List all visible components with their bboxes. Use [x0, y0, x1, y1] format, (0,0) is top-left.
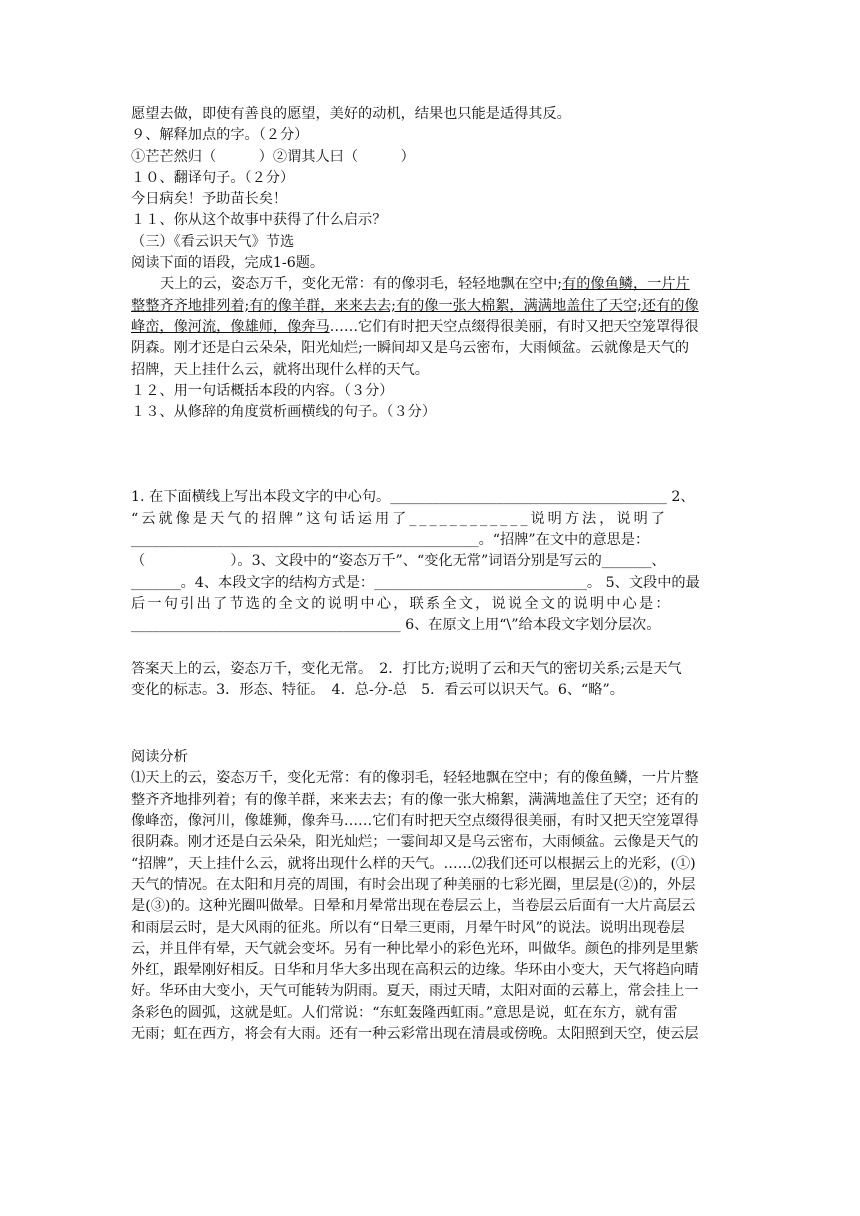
- question-9-items: ①芒芒然归（ ）②谓其人曰（ ）: [131, 148, 415, 165]
- passage-line: [131, 296, 731, 317]
- analysis-block: [131, 747, 731, 1045]
- analysis-line: 像峰峦，像河川，像雄狮，像奔马……它们有时把天空点缀得很美丽，有时又把天空笼罩得: [131, 813, 699, 830]
- question-10: １０、翻译句子。（２分）: [131, 169, 295, 186]
- exercise-line: ______________________________________ 6、在原文上用“\”给本段文字划分层次。: [131, 617, 661, 634]
- question-11: １１、你从这个故事中获得了什么启示？: [131, 212, 387, 229]
- analysis-line: 和雨层云时，是大风雨的征兆。所以有“日晕三更雨，月晕午时风”的说法。说明出现卷层: [131, 919, 685, 936]
- exercise-line: （ ）。3、文段中的“姿态万千”、“变化无常”词语分别是写云的_______、: [131, 553, 666, 570]
- answer-line: 答案天上的云，姿态万千，变化无常。 2．打比方;说明了云和天气的密切关系;云是天气: [131, 660, 682, 677]
- underlined-text: 有的像鱼鳞，一片片: [562, 276, 690, 293]
- analysis-line: “招牌”，天上挂什么云，就将出现什么样的天气。……⑵我们还可以根据云上的光彩，(①): [131, 855, 696, 872]
- question-12: １２、用一句话概括本段的内容。（３分）: [131, 382, 394, 399]
- analysis-line: 天气的情况。在太阳和月亮的周围，有时会出现了种美丽的七彩光圈，里层是(②)的，外层: [131, 876, 696, 893]
- passage-text: ……它们有时把天空点缀得很美丽，有时又把天空笼罩得很: [329, 318, 699, 335]
- sentence-to-translate: 今日病矣！予助苗长矣！: [131, 191, 288, 208]
- question-9: ９、解释加点的字。（２分）: [131, 127, 309, 144]
- passage-line: [131, 274, 731, 295]
- analysis-line: 是(③)的。这种光圈叫做晕。日晕和月晕常出现在卷层云上，当卷层云后面有一大片高层云: [131, 898, 696, 915]
- exercise-line: “云就像是天气的招牌”这句话运用了____________说明方法，说明了: [131, 510, 668, 527]
- underlined-text: 峰峦，像河流，像雄师，像奔马: [131, 318, 330, 335]
- analysis-line: 条彩色的圆弧，这就是虹。人们常说：“东虹轰隆西虹雨。”意思是说，虹在东方，就有雷: [131, 1004, 678, 1021]
- analysis-line: 好。华环由大变小，天气可能转为阴雨。夏天，雨过天晴，太阳对面的云幕上，常会挂上一: [131, 983, 699, 1000]
- passage: [131, 274, 731, 380]
- analysis-title: 阅读分析: [131, 749, 188, 766]
- text-line: 愿望去做，即使有善良的愿望，美好的动机，结果也只能是适得其反。: [131, 106, 571, 122]
- section-heading: （三）《看云识天气》节选: [131, 233, 295, 250]
- passage-line: [131, 317, 731, 338]
- analysis-line: 整齐齐地排列着；有的像羊群，来来去去；有的像一张大棉絮，满满地盖住了天空；还有的: [131, 791, 699, 808]
- answer-line: 变化的标志。3．形态、特征。 4．总-分-总 5．看云可以识天气。6、“略”。: [131, 681, 624, 698]
- analysis-line: ⑴天上的云，姿态万千，变化无常：有的像羽毛，轻轻地飘在空中；有的像鱼鳞，一片片整: [131, 770, 699, 787]
- underlined-text: 整整齐齐地排列着;有的像羊群，来来去去;有的像一张大棉絮，满满地盖住了天空;还有的像: [131, 297, 699, 314]
- document-page: [131, 104, 731, 1045]
- answer-block: [131, 659, 731, 702]
- exercise-line: 后一句引出了节选的全文的说明中心，联系全文，说说全文的说明中心是：: [131, 595, 672, 612]
- analysis-line: 很阴森。刚才还是白云朵朵，阳光灿烂；一霎间却又是乌云密布，大雨倾盆。云像是天气的: [131, 834, 699, 851]
- exercise-line: _______。4、本段文字的结构方式是：______________________________。 5、文段中的最: [131, 574, 700, 591]
- analysis-line: 无雨；虹在西方，将会有大雨。还有一种云彩常出现在清晨或傍晚。太阳照到天空，使云层: [131, 1025, 699, 1042]
- exercise-block: [131, 487, 731, 636]
- question-13: １３、从修辞的角度赏析画横线的句子。（３分）: [131, 404, 437, 421]
- analysis-line: 云，并且伴有晕，天气就会变坏。另有一种比晕小的彩色光环，叫做华。颜色的排列是里紫: [131, 940, 699, 957]
- exercise-line: _________________________________________________。“招牌”在文中的意思是：: [131, 532, 650, 549]
- passage-text: 天上的云，姿态万千，变化无常：有的像羽毛，轻轻地飘在空中;: [160, 276, 563, 293]
- passage-line: 阴森。刚才还是白云朵朵，阳光灿烂;一瞬间却又是乌云密布，大雨倾盆。云就像是天气的: [131, 340, 690, 357]
- passage-line: 招牌，天上挂什么云，就将出现什么样的天气。: [131, 361, 429, 378]
- analysis-line: 外红，跟晕刚好相反。日华和月华大多出现在高积云的边缘。华环由小变大，天气将趋向晴: [131, 962, 699, 979]
- reading-instruction: 阅读下面的语段，完成1-6题。: [131, 255, 325, 272]
- exercise-line: 1. 在下面横线上写出本段文字的中心句。_______________________________________ 2、: [131, 489, 695, 506]
